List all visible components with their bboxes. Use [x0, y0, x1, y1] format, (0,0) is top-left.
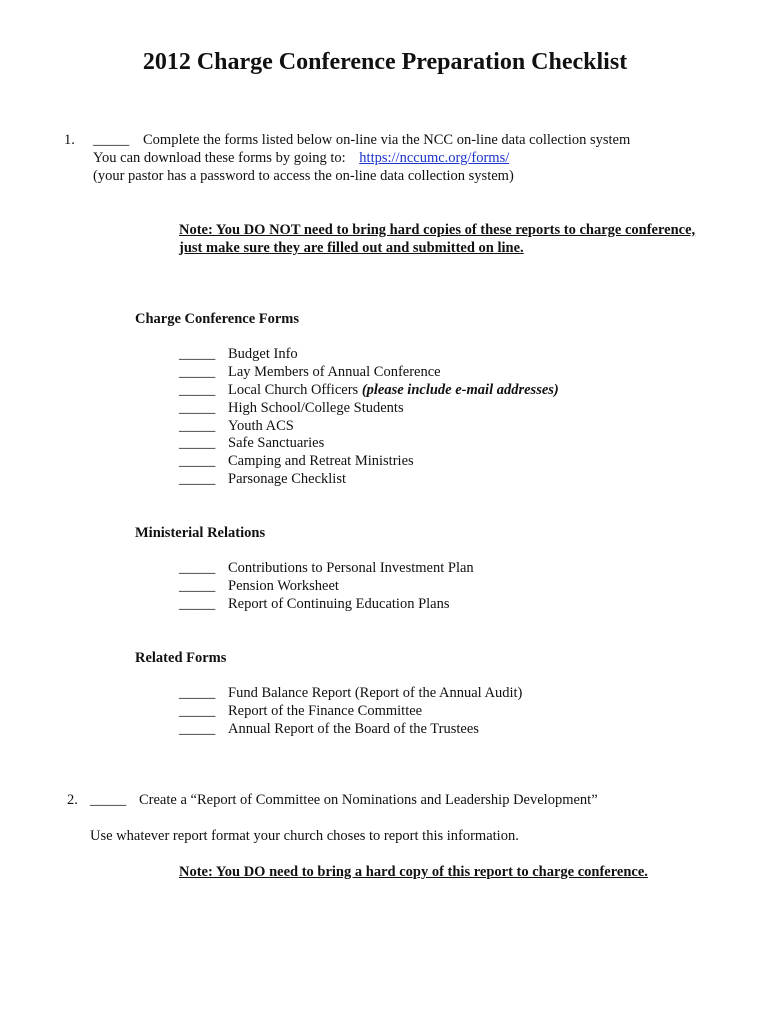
checklist-item-label: Lay Members of Annual Conference — [228, 364, 441, 380]
checklist-item — [179, 345, 298, 363]
checkbox-blank[interactable]: _____ — [179, 578, 216, 594]
checkbox-blank[interactable]: _____ — [179, 703, 216, 719]
checklist-item — [179, 595, 450, 613]
item-2-blank[interactable]: _____ — [90, 792, 127, 808]
email-emphasis: (please include e-mail addresses) — [361, 382, 559, 398]
checkbox-blank[interactable]: _____ — [179, 721, 216, 737]
checklist-item — [179, 399, 404, 417]
checklist-item-label-group — [228, 381, 559, 399]
checklist-item — [179, 720, 479, 738]
item-2-number: 2. — [67, 792, 78, 808]
download-instruction-text: You can download these forms by going to: — [93, 150, 346, 166]
checklist-item-label: Local Church Officers — [228, 382, 362, 398]
checkbox-blank[interactable]: _____ — [179, 453, 216, 469]
checklist-item — [179, 363, 441, 381]
checklist-item — [179, 381, 559, 399]
checkbox-blank[interactable]: _____ — [179, 471, 216, 487]
forms-link[interactable]: https://nccumc.org/forms/ — [359, 150, 510, 166]
page-title: 2012 Charge Conference Preparation Checklist — [142, 49, 628, 75]
checklist-item-label: Fund Balance Report (Report of the Annual Audit) — [228, 685, 523, 701]
item-1-number: 1. — [64, 132, 75, 148]
checkbox-blank[interactable]: _____ — [179, 418, 216, 434]
checkbox-blank[interactable]: _____ — [179, 400, 216, 416]
checkbox-blank[interactable]: _____ — [179, 685, 216, 701]
note-no-hard-copy-line2: just make sure they are filled out and submitted on line. — [179, 240, 524, 256]
checkbox-blank[interactable]: _____ — [179, 346, 216, 362]
checkbox-blank[interactable]: _____ — [179, 435, 216, 451]
checklist-item-label: Parsonage Checklist — [228, 471, 346, 487]
checklist-item-label: Contributions to Personal Investment Plan — [228, 560, 474, 576]
download-instruction — [93, 149, 509, 167]
checklist-item-label: High School/College Students — [228, 400, 404, 416]
checklist-item-label: Report of Continuing Education Plans — [228, 596, 450, 612]
item-1-blank: _____ — [93, 132, 130, 148]
checklist-item — [179, 702, 423, 720]
checklist-item — [179, 434, 325, 452]
checklist-item — [179, 684, 523, 702]
note-hard-copy-required: Note: You DO need to bring a hard copy of this report to charge conference. — [179, 864, 648, 880]
checklist-item-label: Safe Sanctuaries — [228, 435, 325, 451]
password-note: (your pastor has a password to access the on-line data collection system) — [93, 168, 514, 184]
checklist-item-label: Camping and Retreat Ministries — [228, 453, 414, 469]
checklist-item — [179, 452, 414, 470]
checklist-item — [179, 470, 346, 488]
checkbox-blank[interactable]: _____ — [179, 560, 216, 576]
checklist-item — [179, 577, 339, 595]
checklist-item-label: Budget Info — [228, 346, 298, 362]
item-2-instruction: Create a “Report of Committee on Nominations and Leadership Development” — [139, 792, 598, 808]
item-1-instruction: Complete the forms listed below on-line via the NCC on-line data collection system — [143, 132, 631, 148]
checkbox-blank[interactable]: _____ — [179, 596, 216, 612]
ministerial-relations-heading: Ministerial Relations — [135, 525, 266, 541]
checklist-item-label: Report of the Finance Committee — [228, 703, 423, 719]
checklist-item-label: Youth ACS — [228, 418, 294, 434]
checklist-item-label: Annual Report of the Board of the Trustees — [228, 721, 479, 737]
checkbox-blank[interactable]: _____ — [179, 364, 216, 380]
charge-conference-forms-heading: Charge Conference Forms — [135, 311, 300, 327]
note-no-hard-copy-line1: Note: You DO NOT need to bring hard copies of these reports to charge conference, — [179, 222, 696, 238]
report-format-note: Use whatever report format your church choses to report this information. — [90, 828, 519, 844]
checklist-item-label: Pension Worksheet — [228, 578, 339, 594]
checkbox-blank[interactable]: _____ — [179, 382, 216, 398]
checklist-item — [179, 417, 294, 435]
checklist-item — [179, 559, 474, 577]
related-forms-heading: Related Forms — [135, 650, 227, 666]
